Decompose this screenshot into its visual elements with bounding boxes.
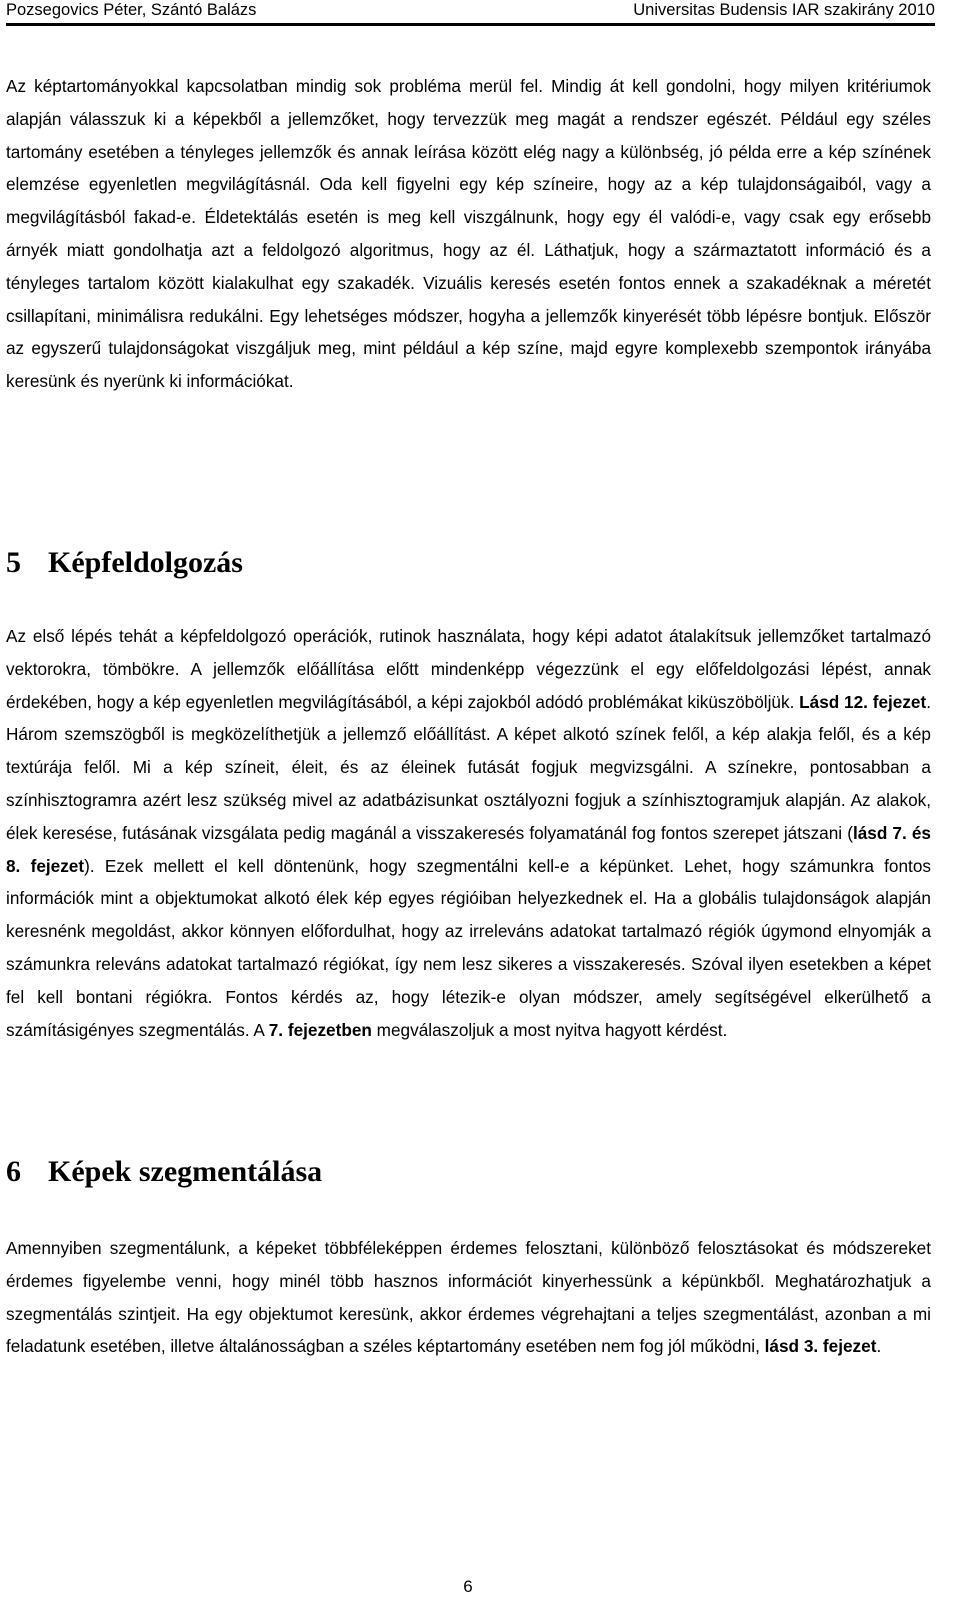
section-number: 6 [6, 1155, 21, 1188]
header-authors: Pozsegovics Péter, Szántó Balázs [6, 1, 257, 19]
cross-reference: Lásd 12. fejezet [799, 691, 927, 712]
text-run: ). Ezek mellett el kell döntenünk, hogy szegmentálni kell-e a képünket. Lehet, hogy számunkra fontos információk mint a objektumokat alkotó élek kép egyes régióiban helyezkednek el. Ha a globális tulajdonságok alapján keresnénk megoldást, akkor könnyen előfordulhat, hogy az irreleváns adatokat tartalmazó régiók úgymond elnyomják a számunkra releváns adatokat tartalmazó régiókat, így nem lesz sikeres a visszakeresés. Szóval ilyen esetekben a képet fel kell bontani régiókra. Fontos kérdés az, hogy létezik-e olyan módszer, amely segítségével elkerülhető a számításigényes szegmentálás. A [6, 855, 931, 1040]
cross-reference: lásd 3. fejezet [764, 1336, 877, 1357]
page-number: 6 [463, 1577, 473, 1596]
running-header [6, 0, 935, 26]
text-run: . [876, 1336, 882, 1357]
section-5-paragraph [6, 620, 931, 1046]
cross-reference: 7. fejezetben [268, 1019, 372, 1040]
section-heading-6 [6, 1155, 322, 1189]
text-run: Amennyiben szegmentálunk, a képeket többféleképpen érdemes felosztani, különböző felosztásokat és módszereket érdemes figyelembe venni, hogy minél több hasznos információt kinyerhessünk a képünkből. Meghatározhatjuk a szegmentálás szintjeit. Ha egy objektumot keresünk, akkor érdemes végrehajtani a teljes szegmentálást, azonban a mi feladatunk esetében, illetve általánosságban a széles képtartomány esetében nem fog jól működni, [6, 1238, 931, 1357]
text-run: . Három szemszögből is megközelíthetjük a jellemző előállítást. A képet alkotó színek felől, a kép alakja felől, és a kép textúrája felől. Mi a kép színeit, éleit, és az éleinek futását fogjuk megvizsgálni. A színekre, pontosabban a színhisztogramra azért lesz szükség mivel az adatbázisunkat osztályozni fogjuk a színhisztogramjuk alapján. Az alakok, élek keresése, futásának vizsgálata pedig magánál a visszakeresés folyamatánál fog fontos szerepet játszani ( [6, 691, 931, 843]
cross-reference: lásd 7. és 8. fejezet [6, 822, 931, 876]
text-run: Az első lépés tehát a képfeldolgozó operációk, rutinok használata, hogy képi adatot átalakítsuk jellemzőket tartalmazó vektorokra, tömbökre. A jellemzők előállítása előtt mindenképp végezzünk el egy előfeldolgozási lépést, annak érdekében, hogy a kép egyenletlen megvilágításából, a képi zajokból adódó problémákat kiküszöböljük. [6, 626, 931, 712]
intro-paragraph: Az képtartományokkal kapcsolatban mindig sok probléma merül fel. Mindig át kell gondolni, hogy milyen kritériumok alapján válasszuk ki a képekből a jellemzőket, hogy tervezzük meg magát a rendszer egészét. Például egy széles tartomány esetében a tényleges jellemzők és annak leírása között elég nagy a különbség, jó példa erre a kép színének elemzése egyenletlen megvilágításnál. Oda kell figyelni egy kép színeire, hogy az a kép tulajdonságaiból, vagy a megvilágításból fakad-e. Éldetektálás esetén is meg kell viszgálnunk, hogy egy él valódi-e, vagy csak egy erősebb árnyék miatt gondolhatja azt a feldolgozó algoritmus, hogy az él. Láthatjuk, hogy a származtatott információ és a tényleges tartalom között kialakulhat egy szakadék. Vizuális keresés esetén fontos ennek a szakadéknak a méretét csillapítani, minimálisra redukálni. Egy lehetséges módszer, hogyha a jellemzők kinyerését több lépésre bontjuk. Először az egyszerű tulajdonságokat viszgáljuk meg, mint például a kép színe, majd egyre komplexebb szempontok irányába keresünk és nyerünk ki információkat. [6, 76, 931, 392]
section-number: 5 [6, 546, 21, 579]
text-run: megválaszoljuk a most nyitva hagyott kérdést. [371, 1019, 728, 1040]
section-heading-5 [6, 546, 243, 580]
section-6-paragraph [6, 1232, 931, 1363]
header-institution: Universitas Budensis IAR szakirány 2010 [633, 1, 935, 19]
section-title: Képek szegmentálása [48, 1155, 323, 1188]
section-title: Képfeldolgozás [48, 546, 243, 579]
